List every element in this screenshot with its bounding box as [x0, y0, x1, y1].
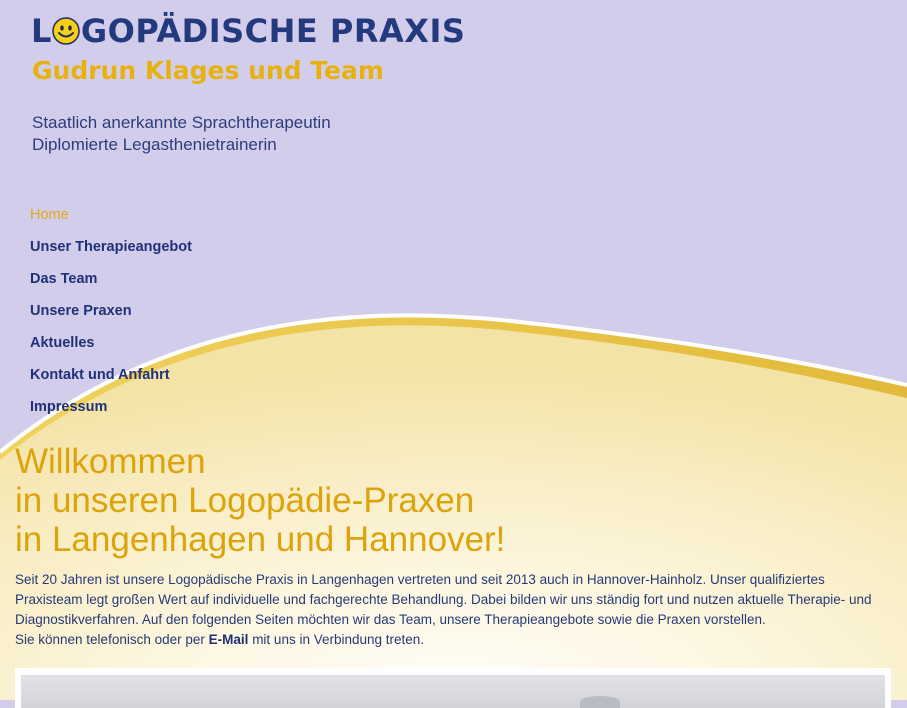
nav-item-home[interactable]: Home: [30, 207, 69, 223]
main-navigation: [30, 204, 192, 428]
practice-subtitle: Gudrun Klages und Team: [32, 56, 384, 85]
welcome-heading-line-3: in Langenhagen und Hannover!: [15, 520, 506, 559]
nav-item-therapieangebot[interactable]: Unser Therapieangebot: [30, 239, 192, 255]
contact-line: [15, 630, 891, 650]
site-header: [0, 0, 907, 170]
smiley-face-icon: [52, 17, 80, 45]
logo[interactable]: [31, 12, 465, 50]
welcome-heading-line-2: in unseren Logopädie-Praxen: [15, 481, 475, 520]
tagline-line-2: Diplomierte Legasthenietrainerin: [32, 135, 277, 154]
logo-text: GOPÄDISCHE PRAXIS: [80, 12, 466, 50]
welcome-heading-line-1: Willkommen: [15, 442, 206, 481]
email-link[interactable]: E-Mail: [208, 632, 249, 647]
contact-suffix: mit uns in Verbindung treten.: [252, 632, 425, 647]
tagline-line-1: Staatlich anerkannte Sprachtherapeutin: [32, 113, 331, 132]
nav-item-aktuelles[interactable]: Aktuelles: [30, 335, 95, 351]
welcome-heading: [15, 442, 505, 559]
intro-paragraph: Seit 20 Jahren ist unsere Logopädische Praxis in Langenhagen vertreten und seit 2013 auch in Hannover-Hainholz. Unser qualifiziertes Praxisteam legt großen Wert auf individuelle und fachgerechte Behandlung. Dabei bilden wir uns ständig fort und nutzen aktuelle Therapie- und Diagnostikverfahren. Auf den folgenden Seiten möchten wir das Team, unsere Therapieangebote sowie die Praxen vorstellen.: [15, 572, 872, 627]
photo-image: [21, 675, 885, 708]
nav-item-impressum[interactable]: Impressum: [30, 399, 108, 415]
praxis-photo: [15, 668, 891, 708]
logo-lead-letter: L: [31, 12, 52, 50]
intro-text: [15, 570, 891, 650]
tagline: [32, 112, 331, 156]
nav-item-kontakt[interactable]: Kontakt und Anfahrt: [30, 367, 170, 383]
photo-detail: [580, 696, 620, 708]
nav-item-team[interactable]: Das Team: [30, 271, 98, 287]
contact-prefix: Sie können telefonisch oder per: [15, 632, 205, 647]
nav-item-praxen[interactable]: Unsere Praxen: [30, 303, 132, 319]
